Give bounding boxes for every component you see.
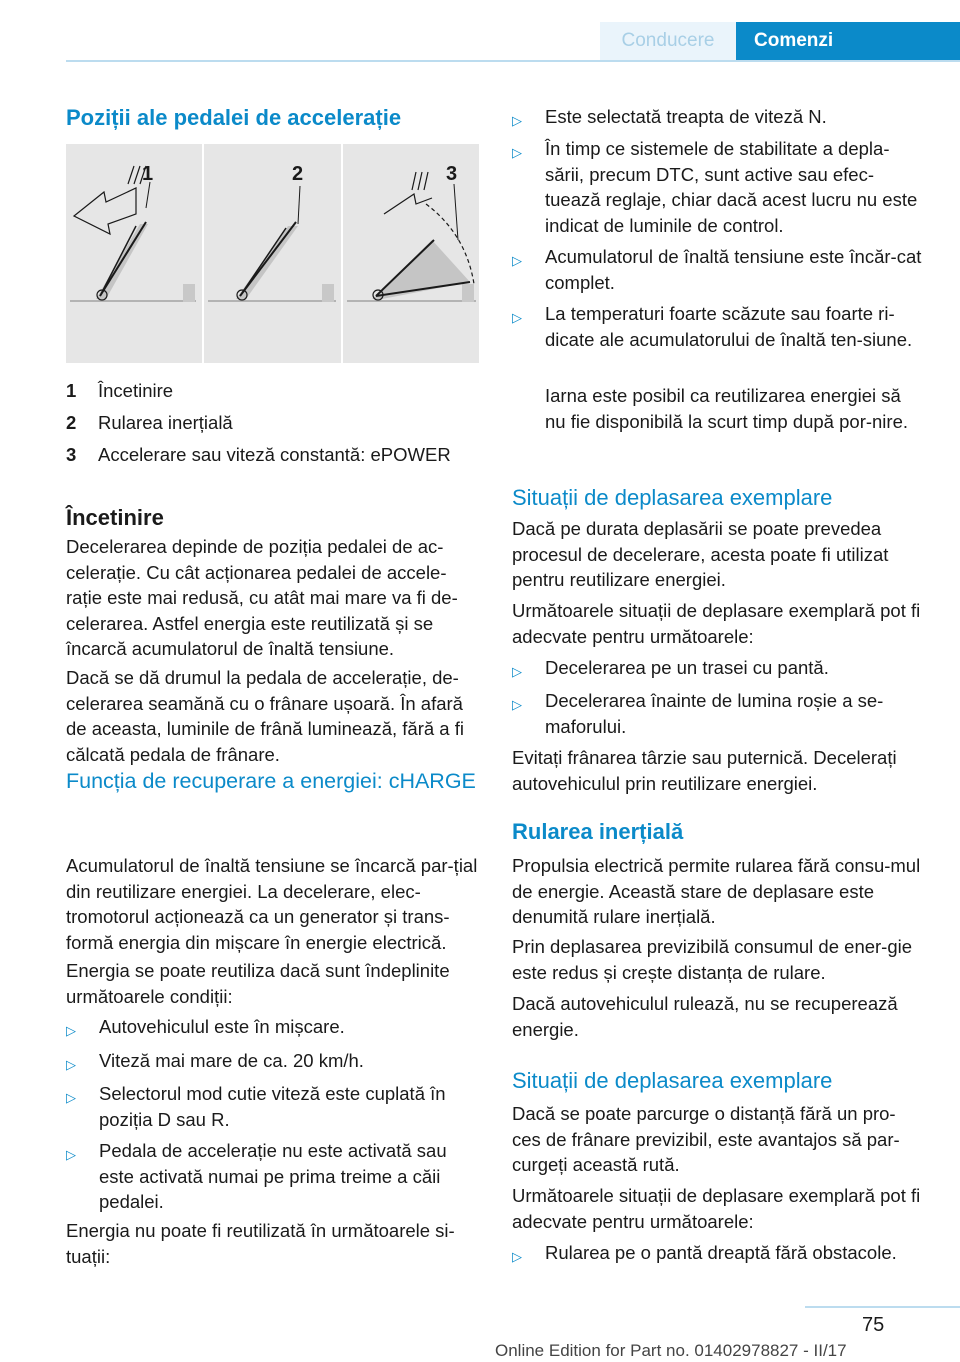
- bullet-marker-icon: ▷: [512, 664, 522, 679]
- paragraph: Următoarele situații de deplasare exemplară pot fi adecvate pentru următoarele:: [512, 1185, 921, 1232]
- list-item-text: Decelerarea pe un trasei cu pantă.: [545, 657, 829, 678]
- paragraph: Acumulatorul de înaltă tensiune se încarcă par-țial din reutilizare energiei. La decelerare, elec-tromotorul acționează ca un generator și trans-formă energia din mișcare în energie electrică.: [66, 855, 478, 953]
- paragraph: Dacă autovehiculul rulează, nu se recuperează energie.: [512, 993, 898, 1040]
- list-item: [66, 1138, 478, 1215]
- list-item: [512, 301, 924, 352]
- list-item: [512, 244, 924, 295]
- paragraph: Decelerarea depinde de poziția pedalei de ac-celerație. Cu cât acționarea pedalei de accele-rație este mai redusă, cu atât mai mare va fi de-celerarea. Astfel energia este reutilizată și se încarcă acumulatorul de înaltă tensiune.: [66, 536, 458, 659]
- list-item-text: Rularea pe o pantă dreaptă fără obstacole.: [545, 1242, 897, 1263]
- heading-charge: Funcția de recuperare a energiei: cHARGE: [66, 769, 476, 793]
- list-item-text: La temperaturi foarte scăzute sau foarte ri-dicate ale acumulatorului de înaltă ten-siune.: [545, 303, 913, 350]
- header-chapter-tab: Comenzi: [736, 22, 960, 60]
- legend-number: 2: [66, 412, 77, 433]
- legend-item-1: [66, 378, 173, 403]
- bullet-marker-icon: ▷: [512, 113, 522, 128]
- paragraph: Dacă pe durata deplasării se poate prevedea procesul de decelerare, acesta poate fi utilizat pentru reutilizare energiei.: [512, 518, 889, 590]
- list-item-text: Pedala de accelerație nu este activată sau este activată numai pe prima treime a căii pedalei.: [99, 1140, 447, 1212]
- list-item: [512, 136, 924, 238]
- legend-item-2: [66, 410, 233, 435]
- list-item-text: Autovehiculul este în mișcare.: [99, 1016, 345, 1037]
- list-item-text: Viteză mai mare de ca. 20 km/h.: [99, 1050, 364, 1071]
- list-item-text: În timp ce sistemele de stabilitate a depla-sării, precum DTC, sunt active sau efec-tuează reglaje, chiar dacă acest lucru nu este indicat de luminile de control.: [545, 138, 918, 236]
- paragraph: Dacă se poate parcurge o distanță fără un pro-ces de frânare previzibil, este avantajos să par-curgeți această rută.: [512, 1103, 900, 1175]
- figure-label-3: 3: [446, 163, 458, 185]
- list-item-text: Decelerarea înainte de lumina roșie a se-maforului.: [545, 690, 884, 737]
- pedal-figure: [66, 144, 479, 363]
- paragraph: Prin deplasarea previzibilă consumul de ener-gie este redus și crește distanța de rulare.: [512, 936, 913, 983]
- paragraph-note: Iarna este posibil ca reutilizarea energiei să nu fie disponibilă la scurt timp după por-nire.: [545, 385, 908, 432]
- heading-incetinire: Încetinire: [66, 505, 164, 530]
- list-item: [66, 1048, 478, 1074]
- paragraph: Următoarele situații de deplasare exemplară pot fi adecvate pentru următoarele:: [512, 600, 921, 647]
- edition-note: Online Edition for Part no. 01402978827 - II/17: [495, 1341, 847, 1360]
- paragraph: Energia nu poate fi reutilizată în următoarele si-tuații:: [66, 1220, 455, 1267]
- paragraph: Propulsia electrică permite rularea fără consu-mul de energie. Această stare de deplasare este denumită rulare inerțială.: [512, 855, 921, 927]
- bullet-marker-icon: ▷: [66, 1057, 76, 1072]
- heading-situatii-1: Situații de deplasarea exemplare: [512, 485, 833, 510]
- list-item-text: Selectorul mod cutie viteză este cuplată în poziția D sau R.: [99, 1083, 446, 1130]
- list-item: [512, 1240, 924, 1266]
- bullet-marker-icon: ▷: [512, 697, 522, 712]
- bullet-marker-icon: ▷: [512, 310, 522, 325]
- paragraph: Energia se poate reutiliza dacă sunt îndeplinite următoarele condiții:: [66, 960, 450, 1007]
- bullet-marker-icon: ▷: [66, 1147, 76, 1162]
- figure-label-1: 1: [142, 163, 154, 185]
- section-title: Poziții ale pedalei de accelerație: [66, 105, 402, 130]
- bullet-marker-icon: ▷: [66, 1090, 76, 1105]
- bullet-marker-icon: ▷: [512, 253, 522, 268]
- header-rule: [66, 60, 960, 62]
- paragraph: Dacă se dă drumul la pedala de accelerație, de-celerarea seamănă cu o frânare ușoară. În afară de aceasta, luminile de frână luminează, fără a fi călcată pedala de frânare.: [66, 667, 464, 765]
- legend-text: Încetinire: [98, 380, 174, 401]
- pedal-diagram: [66, 144, 479, 363]
- page-number: 75: [862, 1314, 885, 1336]
- footer-rule: [805, 1306, 960, 1308]
- legend-text: Rularea inerțială: [98, 412, 233, 433]
- list-item-text: Acumulatorul de înaltă tensiune este încăr-cat complet.: [545, 246, 922, 293]
- bullet-marker-icon: ▷: [512, 145, 522, 160]
- bullet-marker-icon: ▷: [66, 1023, 76, 1038]
- list-item: [512, 655, 924, 681]
- figure-label-2: 2: [292, 163, 304, 185]
- heading-situatii-2: Situații de deplasarea exemplare: [512, 1068, 833, 1093]
- heading-rularea: Rularea inerțială: [512, 819, 684, 844]
- header-section-tab: Conducere: [600, 22, 736, 60]
- legend-text: Accelerare sau viteză constantă: ePOWER: [98, 444, 451, 465]
- list-item-text: Este selectată treapta de viteză N.: [545, 106, 827, 127]
- list-item: [66, 1081, 478, 1132]
- legend-number: 1: [66, 380, 77, 401]
- legend-number: 3: [66, 444, 77, 465]
- list-item: [66, 1014, 478, 1040]
- paragraph: Evitați frânarea târzie sau puternică. Decelerați autovehiculul prin reutilizare energiei.: [512, 747, 897, 794]
- bullet-marker-icon: ▷: [512, 1249, 522, 1264]
- list-item: [512, 104, 924, 130]
- list-item: [512, 688, 924, 739]
- legend-item-3: [66, 442, 451, 467]
